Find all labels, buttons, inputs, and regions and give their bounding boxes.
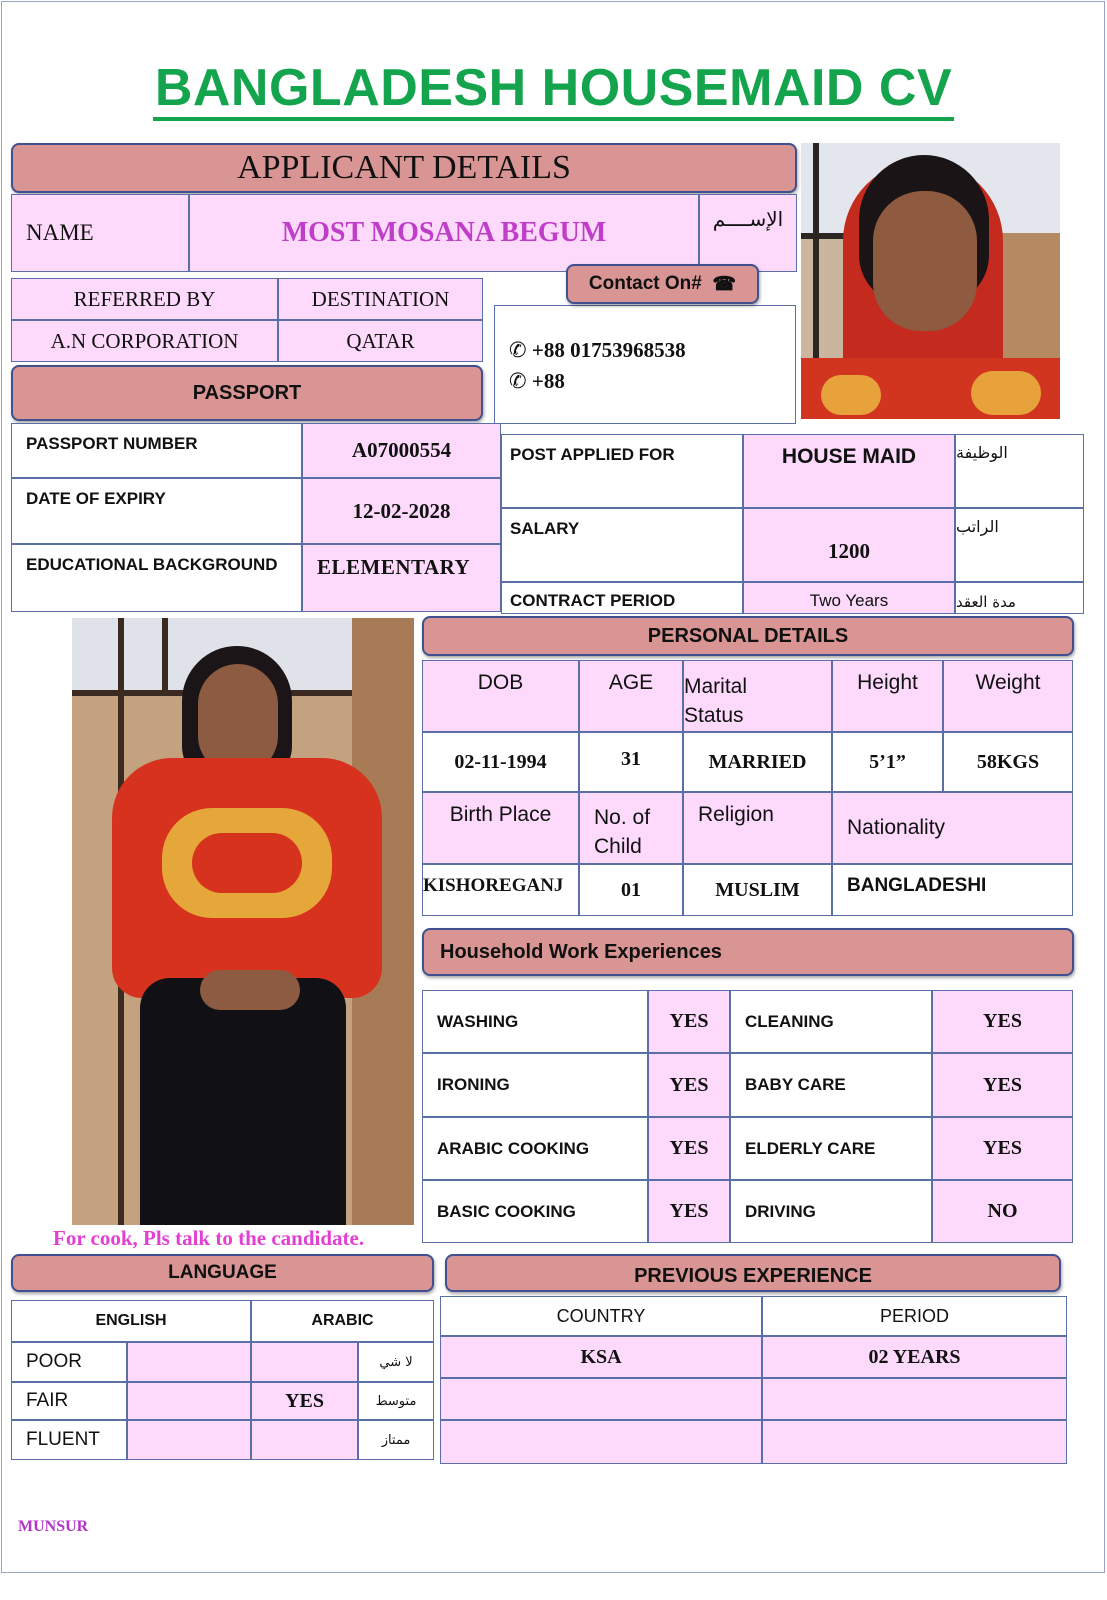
phone-icon: ✆ — [509, 369, 527, 393]
fluent-arabic-label: ممتاز — [358, 1420, 434, 1460]
contact-phone-2: ✆ +88 — [509, 369, 565, 393]
dob-value: 02-11-1994 — [422, 732, 579, 792]
phone-icon: ✆ — [509, 338, 527, 362]
footer-author: MUNSUR — [18, 1518, 89, 1535]
language-header: LANGUAGE — [11, 1254, 434, 1292]
weight-value: 58KGS — [943, 732, 1073, 792]
no-of-child-label: No. of Child — [579, 792, 683, 864]
referred-by-value: A.N CORPORATION — [11, 320, 278, 362]
skill-value: YES — [648, 990, 730, 1053]
destination-value: QATAR — [278, 320, 483, 362]
birth-place-label: Birth Place — [422, 792, 579, 864]
experience-row-empty — [762, 1420, 1067, 1464]
destination-label: DESTINATION — [278, 278, 483, 320]
age-label: AGE — [579, 660, 683, 732]
experience-row-empty — [440, 1378, 762, 1420]
contract-period-label: CONTRACT PERIOD — [501, 582, 743, 614]
personal-details-header: PERSONAL DETAILS — [422, 616, 1074, 656]
poor-label: POOR — [11, 1342, 127, 1382]
contract-period-value: Two Years — [743, 582, 955, 614]
post-applied-arabic: الوظيفة — [955, 434, 1084, 508]
experience-period-value: 02 YEARS — [762, 1336, 1067, 1378]
experience-row-empty — [762, 1378, 1067, 1420]
height-value: 5’1” — [832, 732, 943, 792]
skill-label: DRIVING — [730, 1180, 932, 1243]
fair-arabic-label: متوسط — [358, 1382, 434, 1420]
skill-value: YES — [932, 1117, 1073, 1180]
fair-english-value — [127, 1382, 251, 1420]
salary-arabic: الراتب — [955, 508, 1084, 582]
name-arabic-label: الإســــم — [699, 194, 797, 272]
period-column-label: PERIOD — [762, 1296, 1067, 1336]
poor-arabic-label: لا شي — [358, 1342, 434, 1382]
skill-value: YES — [648, 1053, 730, 1117]
skill-label: ARABIC COOKING — [422, 1117, 648, 1180]
name-value: MOST MOSANA BEGUM — [189, 194, 699, 272]
marital-status-value: MARRIED — [683, 732, 832, 792]
marital-status-label: Marital Status — [683, 660, 832, 732]
fluent-label: FLUENT — [11, 1420, 127, 1460]
applicant-details-header: APPLICANT DETAILS — [11, 143, 797, 193]
post-applied-label: POST APPLIED FOR — [501, 434, 743, 508]
cooking-note: For cook, Pls talk to the candidate. — [53, 1226, 365, 1250]
skill-label: CLEANING — [730, 990, 932, 1053]
educational-background-value: ELEMENTARY — [302, 544, 501, 612]
height-label: Height — [832, 660, 943, 732]
telephone-icon: ☎ — [712, 273, 737, 295]
religion-label: Religion — [683, 792, 832, 864]
contract-period-arabic: مدة العقد — [955, 582, 1084, 614]
post-applied-value: HOUSE MAID — [743, 434, 955, 508]
contact-box — [494, 305, 796, 424]
contact-phone-1: ✆ +88 01753968538 — [509, 338, 686, 362]
arabic-column-label: ARABIC — [251, 1300, 434, 1342]
date-of-expiry-value: 12-02-2028 — [302, 478, 501, 544]
skill-value: YES — [932, 990, 1073, 1053]
referred-by-label: REFERRED BY — [11, 278, 278, 320]
applicant-full-body-photo — [72, 618, 414, 1225]
experience-country-value: KSA — [440, 1336, 762, 1378]
fluent-english-value — [127, 1420, 251, 1460]
educational-background-label: EDUCATIONAL BACKGROUND — [11, 544, 302, 612]
skill-value: YES — [932, 1053, 1073, 1117]
skill-label: IRONING — [422, 1053, 648, 1117]
nationality-value: BANGLADESHI — [832, 864, 1073, 916]
salary-label: SALARY — [501, 508, 743, 582]
weight-label: Weight — [943, 660, 1073, 732]
country-column-label: COUNTRY — [440, 1296, 762, 1336]
skill-value: YES — [648, 1180, 730, 1243]
salary-value: 1200 — [743, 508, 955, 582]
skill-value: NO — [932, 1180, 1073, 1243]
contact-header: Contact On# ☎ — [566, 264, 759, 304]
household-work-header: Household Work Experiences — [422, 928, 1074, 976]
previous-experience-header: PREVIOUS EXPERIENCE — [445, 1254, 1061, 1292]
religion-value: MUSLIM — [683, 864, 832, 916]
nationality-label: Nationality — [832, 792, 1073, 864]
no-of-child-value: 01 — [579, 864, 683, 916]
skill-label: ELDERLY CARE — [730, 1117, 932, 1180]
birth-place-value: KISHOREGANJ — [422, 864, 579, 916]
poor-english-value — [127, 1342, 251, 1382]
skill-label: BABY CARE — [730, 1053, 932, 1117]
fair-label: FAIR — [11, 1382, 127, 1420]
fluent-arabic-value — [251, 1420, 358, 1460]
experience-row-empty — [440, 1420, 762, 1464]
passport-number-label: PASSPORT NUMBER — [11, 423, 302, 478]
poor-arabic-value — [251, 1342, 358, 1382]
skill-label: WASHING — [422, 990, 648, 1053]
skill-value: YES — [648, 1117, 730, 1180]
document-title: BANGLADESH HOUSEMAID CV — [0, 58, 1107, 118]
fair-arabic-value: YES — [251, 1382, 358, 1420]
age-value: 31 — [579, 732, 683, 792]
applicant-portrait-photo — [801, 143, 1060, 419]
date-of-expiry-label: DATE OF EXPIRY — [11, 478, 302, 544]
passport-header: PASSPORT — [11, 365, 483, 421]
name-label: NAME — [11, 194, 189, 272]
english-column-label: ENGLISH — [11, 1300, 251, 1342]
dob-label: DOB — [422, 660, 579, 732]
skill-label: BASIC COOKING — [422, 1180, 648, 1243]
passport-number-value: A07000554 — [302, 423, 501, 478]
